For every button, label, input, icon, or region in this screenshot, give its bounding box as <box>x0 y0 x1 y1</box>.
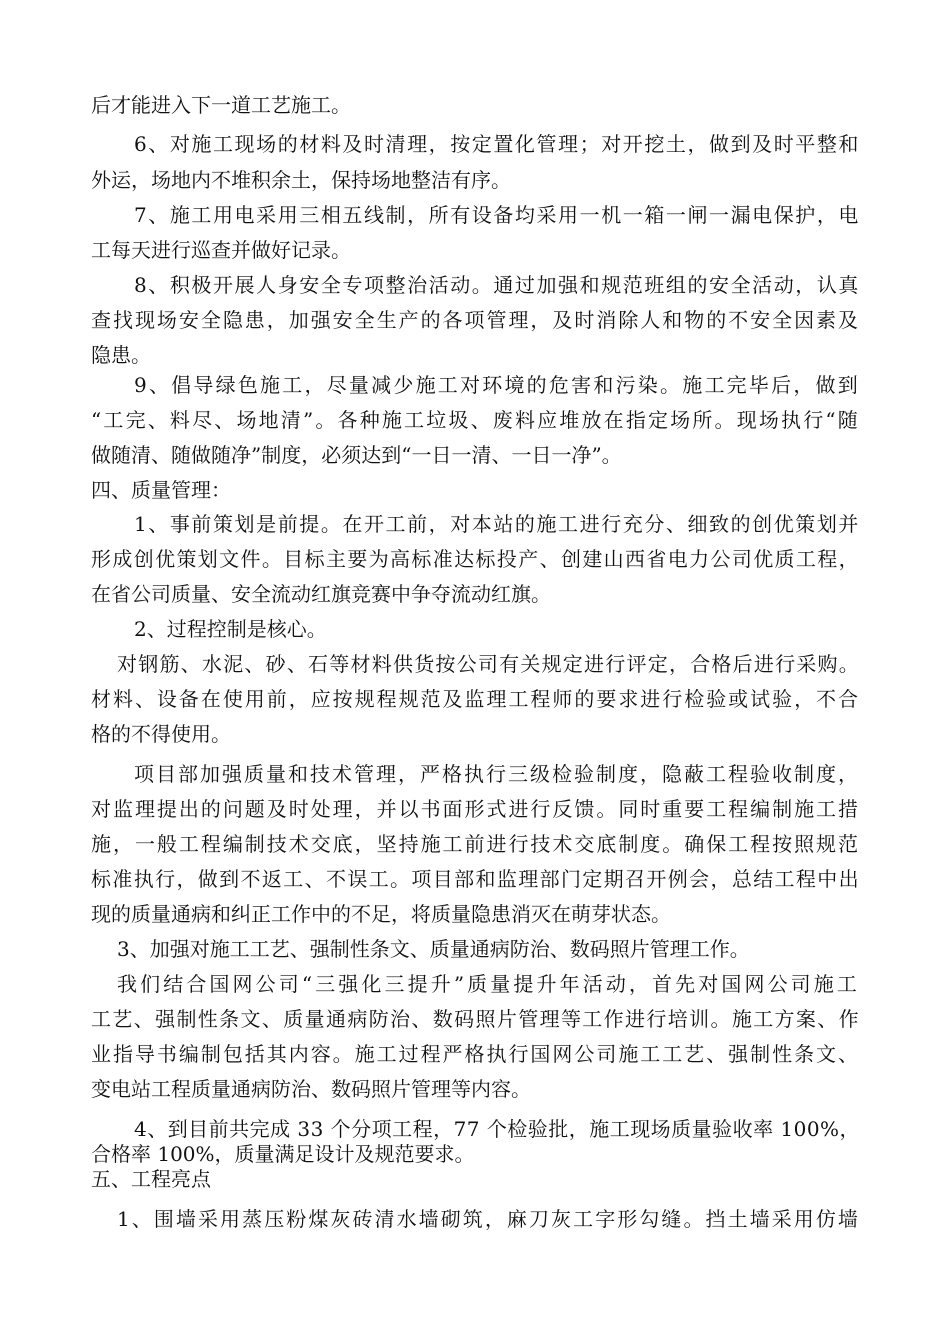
text-line: “工完、料尽、场地清”。各种施工垃圾、废料应堆放在指定场所。现场执行“随 <box>91 408 860 432</box>
text-line: 外运，场地内不堆积余土，保持场地整洁有序。 <box>91 168 511 192</box>
text-line: 合格率 100%，质量满足设计及规范要求。 <box>91 1142 475 1166</box>
text-line: 2、过程控制是核心。 <box>134 617 327 641</box>
text-line: 格的不得使用。 <box>91 722 231 746</box>
text-line: 对钢筋、水泥、砂、石等材料供货按公司有关规定进行评定，合格后进行采购。 <box>117 652 860 676</box>
text-line: 对监理提出的问题及时处理，并以书面形式进行反馈。同时重要工程编制施工措 <box>91 797 860 821</box>
text-line: 后才能进入下一道工艺施工。 <box>91 93 351 117</box>
text-line: 材料、设备在使用前，应按规程规范及监理工程师的要求进行检验或试验，不合 <box>91 687 860 711</box>
text-line: 1、围墙采用蒸压粉煤灰砖清水墙砌筑，麻刀灰工字形勾缝。挡土墙采用仿墙 <box>117 1207 860 1231</box>
text-line: 施，一般工程编制技术交底，坚持施工前进行技术交底制度。确保工程按照规范 <box>91 832 860 856</box>
text-line: 工每天进行巡查并做好记录。 <box>91 238 351 262</box>
text-line: 7、施工用电采用三相五线制，所有设备均采用一机一箱一闸一漏电保护，电 <box>134 203 860 227</box>
text-line: 项目部加强质量和技术管理，严格执行三级检验制度，隐蔽工程验收制度， <box>134 762 860 786</box>
text-line: 做随清、随做随净”制度，必须达到“一日一清、一日一净”。 <box>91 443 622 467</box>
section-heading: 四、质量管理： <box>91 478 231 502</box>
text-line: 变电站工程质量通病防治、数码照片管理等内容。 <box>91 1077 531 1101</box>
text-line: 4、到目前共完成 33 个分项工程，77 个检验批，施工现场质量验收率 100%， <box>134 1117 860 1141</box>
text-line: 6、对施工现场的材料及时清理，按定置化管理；对开挖土，做到及时平整和 <box>134 132 860 156</box>
text-line: 形成创优策划文件。目标主要为高标准达标投产、创建山西省电力公司优质工程， <box>91 547 860 571</box>
text-line: 业指导书编制包括其内容。施工过程严格执行国网公司施工工艺、强制性条文、 <box>91 1042 860 1066</box>
text-line: 在省公司质量、安全流动红旗竞赛中争夺流动红旗。 <box>91 582 551 606</box>
text-line: 工艺、强制性条文、质量通病防治、数码照片管理等工作进行培训。施工方案、作 <box>91 1007 860 1031</box>
text-line: 查找现场安全隐患，加强安全生产的各项管理，及时消除人和物的不安全因素及 <box>91 308 860 332</box>
text-line: 标准执行，做到不返工、不误工。项目部和监理部门定期召开例会，总结工程中出 <box>91 867 860 891</box>
text-line: 3、加强对施工工艺、强制性条文、质量通病防治、数码照片管理工作。 <box>117 937 750 961</box>
text-line: 隐患。 <box>91 343 151 367</box>
text-line: 现的质量通病和纠正工作中的不足，将质量隐患消灭在萌芽状态。 <box>91 902 671 926</box>
text-line: 9、倡导绿色施工，尽量减少施工对环境的危害和污染。施工完毕后，做到 <box>134 373 860 397</box>
text-line: 我们结合国网公司“三强化三提升”质量提升年活动，首先对国网公司施工 <box>117 972 860 996</box>
section-heading: 五、工程亮点 <box>91 1167 211 1191</box>
text-line: 1、事前策划是前提。在开工前，对本站的施工进行充分、细致的创优策划并 <box>134 512 860 536</box>
text-line: 8、积极开展人身安全专项整治活动。通过加强和规范班组的安全活动，认真 <box>134 273 860 297</box>
